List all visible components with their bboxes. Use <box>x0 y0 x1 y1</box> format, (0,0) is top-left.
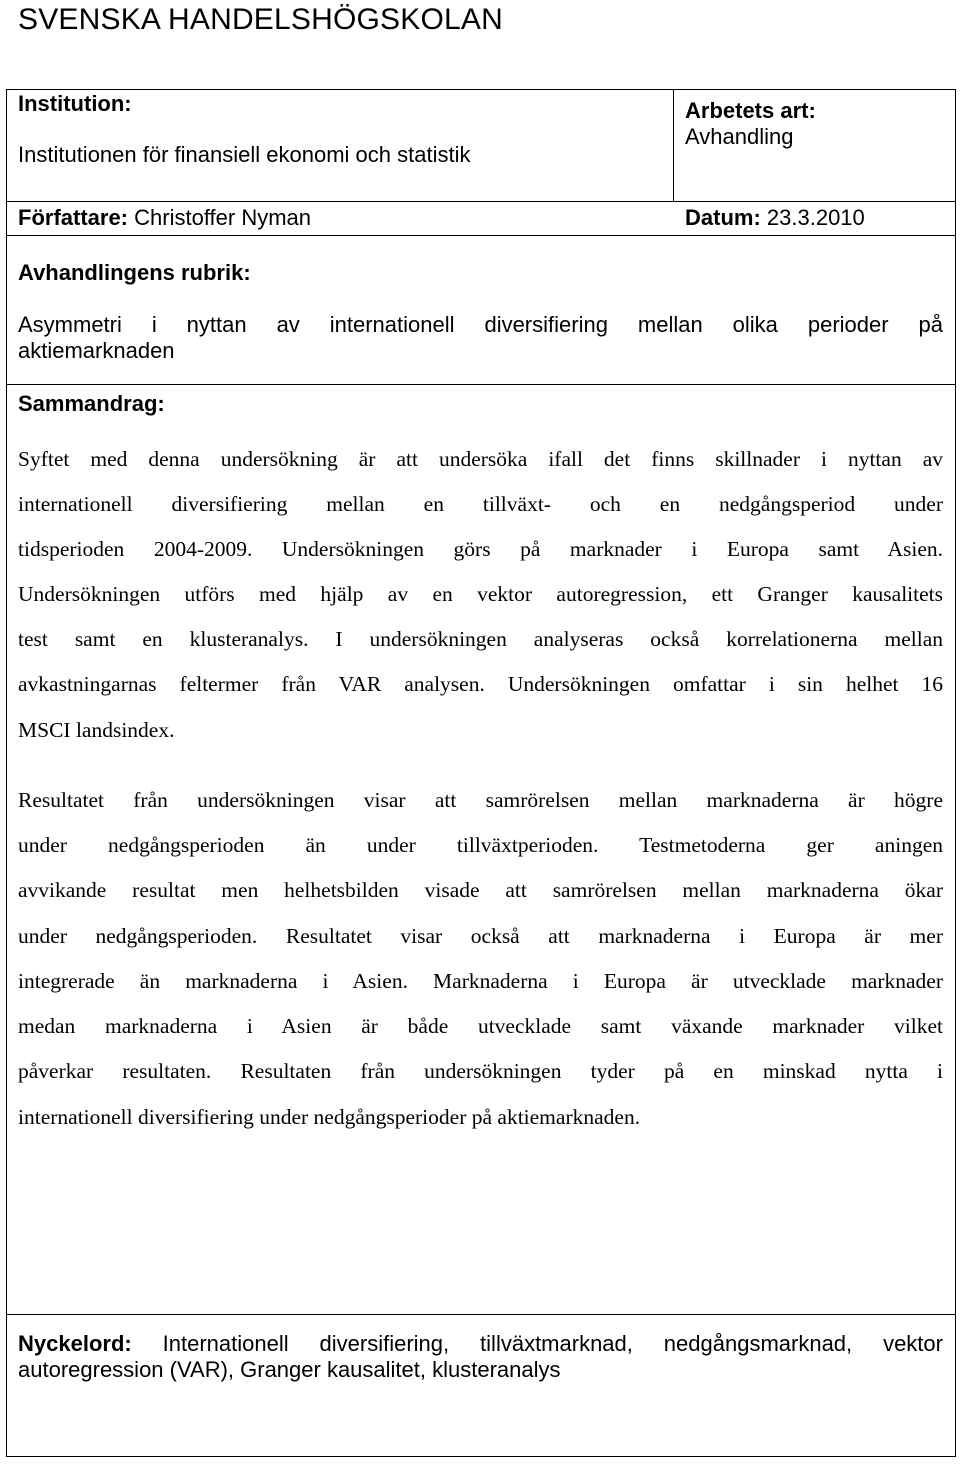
summary-label: Sammandrag: <box>18 391 165 416</box>
divider-summary <box>6 1314 956 1315</box>
title-label: Avhandlingens rubrik: <box>18 260 251 285</box>
work-type-value: Avhandling <box>685 124 794 149</box>
work-type-label: Arbetets art: <box>685 98 816 123</box>
summary-p1-line-4: Undersökningen utförs med hjälp av en vektor autoregression, ett Granger kausalitets <box>18 582 943 606</box>
summary-p2-line-3: avvikande resultat men helhetsbilden visade att samrörelsen mellan marknaderna ökar <box>18 878 943 902</box>
author-label: Författare: <box>18 205 129 230</box>
author-value: Christoffer Nyman <box>134 205 312 230</box>
summary-p2-line-5: integrerade än marknaderna i Asien. Marknaderna i Europa är utvecklade marknader <box>18 969 943 993</box>
divider-institution <box>6 201 956 202</box>
date-label: Datum: <box>685 205 761 230</box>
summary-p2-line-2: under nedgångsperioden än under tillväxtperioden. Testmetoderna ger aningen <box>18 833 943 857</box>
keywords-line-1 <box>18 1331 943 1357</box>
keywords-label: Nyckelord: <box>18 1331 132 1356</box>
keywords-value-1: Internationell diversifiering, tillväxtmarknad, nedgångsmarknad, vektor <box>162 1331 943 1356</box>
institution-label: Institution: <box>18 91 132 116</box>
summary-p2-line-8: internationell diversifiering under nedgångsperioder på aktiemarknaden. <box>18 1105 641 1129</box>
summary-p1-line-5: test samt en klusteranalys. I undersökningen analyseras också korrelationerna mellan <box>18 627 943 651</box>
title-line-2: aktiemarknaden <box>18 338 175 363</box>
divider-author <box>6 235 956 236</box>
summary-p2-line-6: medan marknaderna i Asien är både utvecklade samt växande marknader vilket <box>18 1014 943 1038</box>
summary-p1-line-6: avkastningarnas feltermer från VAR analysen. Undersökningen omfattar i sin helhet 16 <box>18 672 943 696</box>
column-divider <box>673 89 674 202</box>
summary-p1-line-7: MSCI landsindex. <box>18 718 175 742</box>
keywords-value-2: autoregression (VAR), Granger kausalitet, klusteranalys <box>18 1357 561 1382</box>
date-value: 23.3.2010 <box>766 205 865 230</box>
title-line-1: Asymmetri i nyttan av internationell diversifiering mellan olika perioder på <box>18 312 943 337</box>
summary-p1-line-2: internationell diversifiering mellan en tillväxt- och en nedgångsperiod under <box>18 492 943 516</box>
form-frame <box>6 89 956 1457</box>
summary-p2-line-4: under nedgångsperioden. Resultatet visar också att marknaderna i Europa är mer <box>18 924 943 948</box>
school-name: SVENSKA HANDELSHÖGSKOLAN <box>18 3 503 36</box>
date-row <box>685 205 865 231</box>
institution-value: Institutionen för finansiell ekonomi och statistik <box>18 142 471 167</box>
summary-p2-line-7: påverkar resultaten. Resultaten från undersökningen tyder på en minskad nytta i <box>18 1059 943 1083</box>
summary-p2-line-1: Resultatet från undersökningen visar att samrörelsen mellan marknaderna är högre <box>18 788 943 812</box>
summary-p1-line-1: Syftet med denna undersökning är att undersöka ifall det finns skillnader i nyttan av <box>18 447 943 471</box>
author-row <box>18 205 311 231</box>
divider-title <box>6 384 956 385</box>
summary-p1-line-3: tidsperioden 2004-2009. Undersökningen görs på marknader i Europa samt Asien. <box>18 537 943 561</box>
